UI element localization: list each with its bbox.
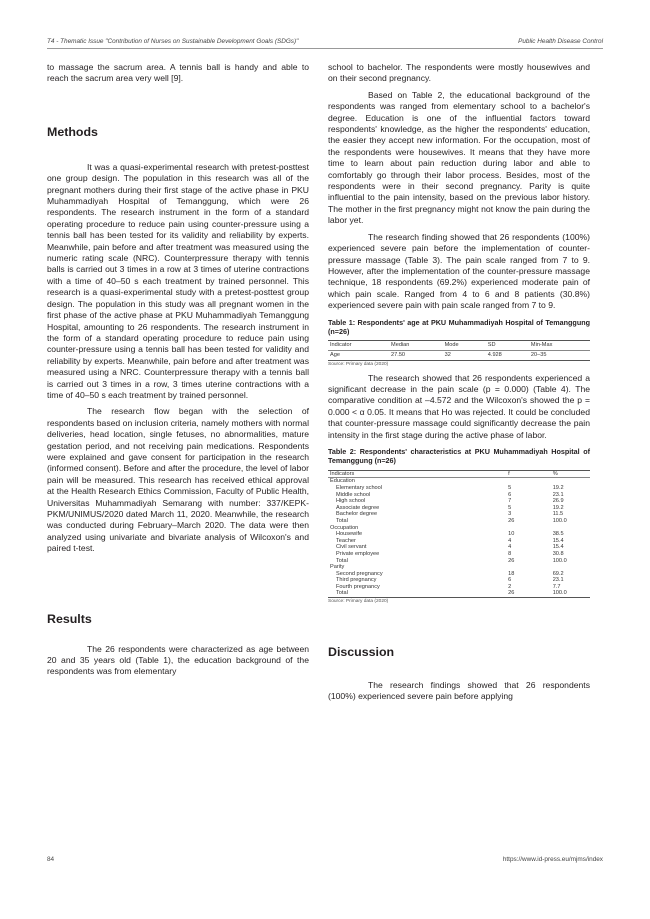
table2-label-cell: Housewife [336,531,363,538]
table2-f-cell: 5 [508,504,512,511]
table2-pct-cell [551,525,590,532]
table2-header-row [328,470,590,478]
table2-f-cell: 10 [508,531,515,538]
table2-pct-cell: 15.4 [552,544,564,551]
table2-f-cell: 8 [508,550,512,557]
intro-paragraph: to massage the sacrum area. A tennis ball is handy and able to reach the sacrum area very well [9]. [47,62,309,84]
table2-label-cell: Civil servant [336,544,367,551]
table1-cell: 20–35 [530,351,547,358]
table2-label-cell: Private employee [336,550,380,557]
table2-label-cell: Total [336,590,348,597]
discussion-paragraph-1: The research findings showed that 26 respondents (100%) experienced severe pain before applying [328,680,590,702]
table2-f-cell [506,525,551,532]
table2-label-cell: High school [336,498,366,505]
table1-cell: 4.928 [487,351,502,358]
table2-header-cell: f [506,470,551,478]
table-row [328,350,590,360]
table2-label-cell: Associate degree [336,504,380,511]
table2-source: Source: Primary data (2020) [328,599,389,605]
table1-header-cell: Min-Max [529,341,590,351]
table2-f-cell: 6 [508,577,512,584]
table2-header-cell: Indicators [328,470,506,478]
table2-pct-cell: 100.0 [552,590,567,597]
left-column [47,62,309,678]
table2-label-cell: Bachelor degree [336,511,378,518]
table2-label-cell: Middle school [336,491,371,498]
table2-label-cell: Total [336,517,348,524]
table-row [328,558,590,565]
table2-pct-cell: 19.2 [552,504,564,511]
methods-heading: Methods [47,124,98,139]
table-row [328,571,590,578]
table2-pct-cell: 11.5 [552,511,564,518]
table2-f-cell: 4 [508,537,512,544]
discussion-heading: Discussion [328,645,395,660]
table2-f-cell: 18 [508,570,515,577]
table2-f-cell: 6 [508,491,512,498]
table-row [328,551,590,558]
table1-header-row [328,341,590,351]
right-paragraph-1: Based on Table 2, the educational background of the respondents was ranged from elementary school to a bachelor's degree. Education is one of the influential factors toward respondents' knowledge, as the higher the respondents' education, the easier they accept new information. For the occupation, most of the respondents were housewives. It means that they have more time to learn about pain reduction during labor and able to comfortably go through their labor process. Besides, most of the respondents were in their second pregnancy. Parity is quite influential to the pain intensity, based on the previous labor history. The mother in the first pregnancy might not know the pain during the labor yet. [328,89,590,226]
table2-f-cell: 7 [508,498,512,505]
table-row [328,478,590,485]
table2-pct-cell: 23.1 [552,491,564,498]
results-heading: Results [47,611,92,626]
table-row [328,590,590,597]
table1-header-cell: Median [389,341,443,351]
table2-f-cell [506,564,551,571]
table2-f-cell: 2 [508,583,512,590]
table2-label-cell: Elementary school [336,484,383,491]
right-column [328,62,590,703]
table-row [328,584,590,591]
table2-f-cell [506,478,551,485]
table2-pct-cell: 19.2 [552,484,564,491]
page-number: 84 [47,856,55,863]
right-paragraph-2: The research finding showed that 26 respondents (100%) experienced severe pain before the implementation of counter-pressure massage (Table 3). The pain scale ranged from 7 to 9. However, after the implementation of the counter-pressure massage technique, 18 respondents (69.2%) experienced moderate pain of which pain scale. Ranged from 4 to 6 and 8 patients (30.8%) experienced severe pain with pain scale ranged from 7 to 9. [328,231,590,311]
table2-label-cell: Total [336,557,348,564]
table2 [328,470,590,598]
table-row [328,511,590,518]
table1-cell: Age [330,351,340,358]
table-row [328,538,590,545]
table2-pct-cell [551,478,590,485]
table2-pct-cell: 69.2 [552,570,564,577]
table-row [328,485,590,492]
table-row [328,498,590,505]
table2-label-cell: Parity [330,564,345,571]
table2-pct-cell: 7.7 [552,583,561,590]
table2-caption: Table 2: Respondents' characteristics at PKU Muhammadiyah Hospital of Temanggung (n=26) [328,446,590,466]
table1-header-cell: Mode [443,341,486,351]
table-row [328,544,590,551]
table2-label-cell: Third pregnancy [336,577,377,584]
running-header-left: T4 - Thematic Issue "Contribution of Nurses on Sustainable Development Goals (SDGs)" [47,38,299,45]
table1-header-cell: Indicator [328,341,389,351]
table2-body [328,478,590,598]
table2-label-cell: Fourth pregnancy [336,583,380,590]
table2-f-cell: 26 [508,557,515,564]
methods-paragraph-2: The research flow began with the selection of respondents based on inclusion criteria, namely mothers with normal deliveries, head location, single fetuses, no abnormalities, mature gestation period, and not receiving pain medications. Respondents were explained and gave consent for participation in the research (informed consent). Before and after the procedure, the level of labor pain will be measured. This research has received ethical approval at the Health Research Ethics Commission, Faculty of Public Health, Universitas Muhammadiyah Semarang with number: 337/KEPK-PKM/UNIMUS/2020 dated March 11, 2020. Meanwhile, the research was conducted during February–March 2020. The data were then analyzed using univariate and bivariate analysis of Wilcoxon's and paired t-test. [47,406,309,554]
methods-paragraph-1: It was a quasi-experimental research with pretest-posttest one group design. The population in this research was all of the pregnant mothers during their first stage of the active phase in PKU Muhammadiyah Hospital of Temanggung, which were 26 respondents. The research instrument in the form of a standard operating procedure to reduce pain using counter-pressure using a tennis ball has been tested for its validity and reliability by experts. Meanwhile, pain before and after treatment was measured using the numeric rating scale (NRC). Counterpressure therapy with tennis balls is carried out 3 times in a row at 3 times of uterine contractions with a time of 40–50 s each treatment by trained personnel. This research is a quasi-experimental study with a pretest-posttest group design. The population in this study was all pregnant women in the first phase of the active phase at PKU Muhammadiyah Temanggung Hospital, amounting to 26 respondents. The research instrument in the form of a standard operating procedure to reduce pain using counter-pressure using a tennis ball has been tested for validity and reliability by experts. Meanwhile, pain before and after treatment was measured using a NRC. Counterpressure therapy with a tennis ball is carried out 3 times in a row, 3 times uterine contractions with a time of 40–50 s each treatment by trained personnel. [47,161,309,400]
footer-url: https://www.id-press.eu/mjms/index [502,856,603,863]
table1-cell: 32 [444,351,451,358]
table2-pct-cell: 15.4 [552,537,564,544]
table2-pct-cell: 23.1 [552,577,564,584]
table2-label-cell: Occupation [330,524,359,531]
results-paragraph-1: The 26 respondents were characterized as age between 20 and 35 years old (Table 1), the education background of the respondents was from elementary [47,643,309,677]
table2-pct-cell: 100.0 [552,557,567,564]
table2-label-cell: Teacher [336,537,356,544]
table2-label-cell: Education [330,478,355,485]
table2-label-cell: Second pregnancy [336,570,383,577]
table-row [328,505,590,512]
right-paragraph-0: school to bachelor. The respondents were mostly housewives and on their second pregnancy. [328,62,590,84]
right-paragraph-3: The research showed that 26 respondents experienced a significant decrease in the pain scale (p = 0.000) (Table 4). The comparative condition at –4.572 and the Wilcoxon's showed the p = 0.000 < α 0.05. It means that Ho was rejected. It could be concluded that counter-pressure massage could significantly decrease the pain intensity in the first stage during the active phase of labor. [328,372,590,440]
table2-f-cell: 26 [508,590,515,597]
table-row [328,525,590,532]
table2-f-cell: 4 [508,544,512,551]
table-row [328,577,590,584]
table-row [328,518,590,525]
table1-caption: Table 1: Respondents' age at PKU Muhammadiyah Hospital of Temanggung (n=26) [328,317,590,336]
table-row [328,531,590,538]
table-row [328,564,590,571]
running-header-right: Public Health Disease Control [518,38,603,45]
table-row [328,492,590,499]
table2-pct-cell: 26.9 [552,498,564,505]
table2-header-cell: % [551,470,590,478]
table2-pct-cell [551,564,590,571]
table1-header-cell: SD [486,341,529,351]
table1-source: Source: Primary data (2020) [328,361,389,367]
table2-pct-cell: 30.8 [552,550,564,557]
table2-f-cell: 26 [508,517,515,524]
table2-f-cell: 5 [508,484,512,491]
header-rule [47,48,603,49]
table1-cell: 27.50 [391,351,406,358]
table2-f-cell: 3 [508,511,512,518]
table2-pct-cell: 38.5 [552,531,564,538]
table2-pct-cell: 100.0 [552,517,567,524]
table1 [328,340,590,360]
